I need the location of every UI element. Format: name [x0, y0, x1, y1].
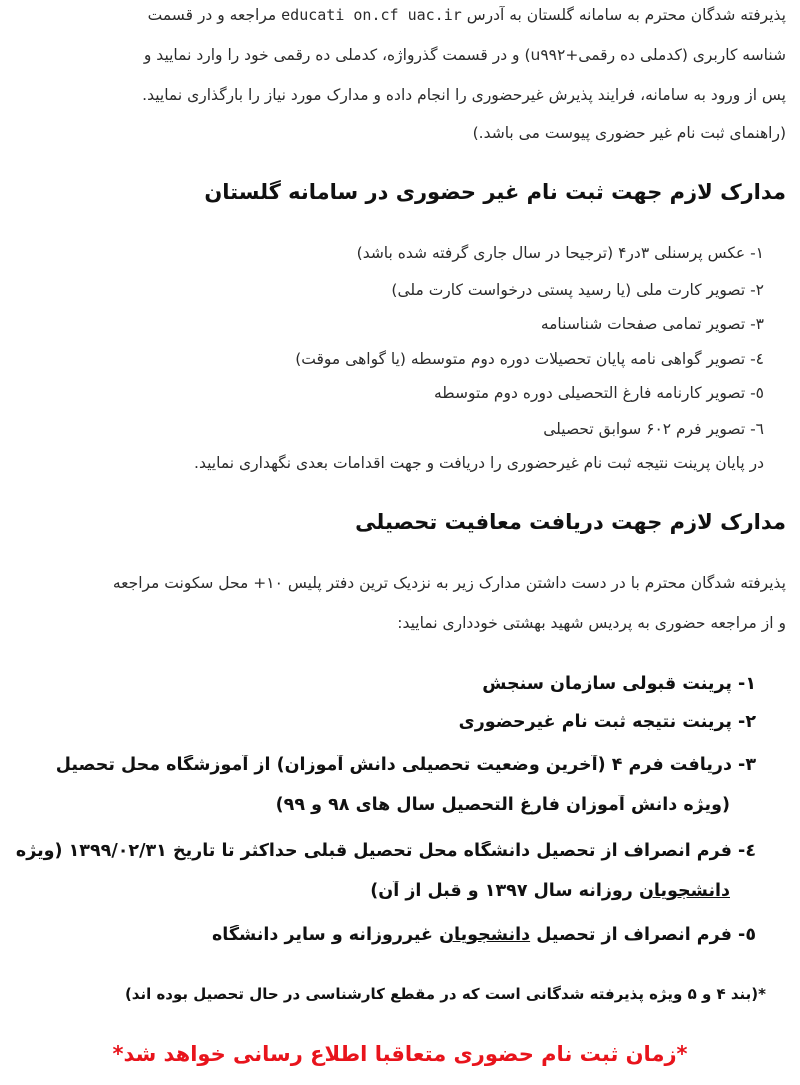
section1-item-5: ٥- تصویر کارنامه فارغ التحصیلی دوره دوم متوسطه	[434, 384, 764, 402]
section1-heading: مدارک لازم جهت ثبت نام غیر حضوری در سامانه گلستان	[204, 180, 786, 204]
underlined-students-term: دانشجویان	[638, 881, 730, 901]
section2-item-1: ۱- پرینت قبولی سازمان سنجش	[482, 674, 756, 694]
section1-item-3: ۳- تصویر تمامی صفحات شناسنامه	[540, 315, 764, 333]
section2-note: *(بند ۴ و ۵ ویژه پذیرفته شدگانی است که در مقطع کارشناسی در حال تحصیل بوده اند)	[124, 985, 766, 1003]
section2-item-2: ۲- پرینت نتیجه ثبت نام غیرحضوری	[458, 712, 756, 732]
intro-text-b: مراجعه و در قسمت	[147, 6, 277, 24]
section2-item-4-line-2	[8, 881, 730, 901]
registration-announcement: *زمان ثبت نام حضوری متعاقبا اطلاع رسانی خواهد شد*	[112, 1042, 688, 1066]
section2-item-3-line-2: (ویژه دانش آموزان فارغ التحصیل سال های ۹۸ و ۹۹)	[275, 795, 730, 815]
intro-line-3: پس از ورود به سامانه، فرایند پذیرش غیرحضوری را انجام داده و مدارک مورد نیاز را بارگذاری نمایید.	[142, 86, 786, 104]
section2-item-3-line-1: ۳- دریافت فرم ۴ (آخرین وضعیت تحصیلی دانش آموزان) از آموزشگاه محل تحصیل	[55, 755, 756, 775]
item5-underlined: دانشجویان	[439, 925, 531, 945]
section1-footer: در پایان پرینت نتیجه ثبت نام غیرحضوری را دریافت و جهت اقدامات بعدی نگهداری نمایید.	[194, 454, 764, 472]
golestan-url[interactable]: educati on.cf uac.ir	[281, 6, 462, 24]
section2-item-5	[8, 925, 756, 945]
section1-item-6: ٦- تصویر فرم ۶۰۲ سوابق تحصیلی	[543, 420, 764, 438]
section1-item-4: ٤- تصویر گواهی نامه پایان تحصیلات دوره دوم متوسطه (یا گواهی موقت)	[295, 350, 764, 368]
section2-item-4-line-1: ٤- فرم انصراف از تحصیل دانشگاه محل تحصیل قبلی حداکثر تا تاریخ ۱۳۹۹/۰۲/۳۱ (ویژه	[15, 841, 756, 861]
item4-line2-rest: روزانه سال ۱۳۹۷ و قبل از آن)	[370, 881, 639, 901]
section2-intro-1: پذیرفته شدگان محترم با در دست داشتن مدارک زیر به نزدیک ترین دفتر پلیس ۱۰+ محل سکونت مراجعه	[112, 574, 786, 592]
intro-line-1	[8, 6, 786, 24]
intro-line-2: شناسه کاربری (کدملی ده رقمی+u۹۹۲) و در قسمت گذرواژه، کدملی ده رقمی خود را وارد نمایید و	[143, 46, 786, 64]
section1-item-1: ۱- عکس پرسنلی ۳در۴ (ترجیحا در سال جاری گرفته شده باشد)	[356, 244, 764, 262]
section2-intro-2: و از مراجعه حضوری به پردیس شهید بهشتی خودداری نمایید:	[397, 614, 786, 632]
intro-line-4: (راهنمای ثبت نام غیر حضوری پیوست می باشد.)	[472, 124, 786, 142]
section2-heading: مدارک لازم جهت دریافت معافیت تحصیلی	[355, 510, 786, 534]
item5-text-a: ٥- فرم انصراف از تحصیل	[530, 925, 756, 945]
intro-text-a: پذیرفته شدگان محترم به سامانه گلستان به آدرس	[466, 6, 786, 24]
item5-text-b: غیرروزانه و سایر دانشگاه	[211, 925, 440, 945]
section1-item-2: ۲- تصویر کارت ملی (یا رسید پستی درخواست کارت ملی)	[391, 281, 764, 299]
